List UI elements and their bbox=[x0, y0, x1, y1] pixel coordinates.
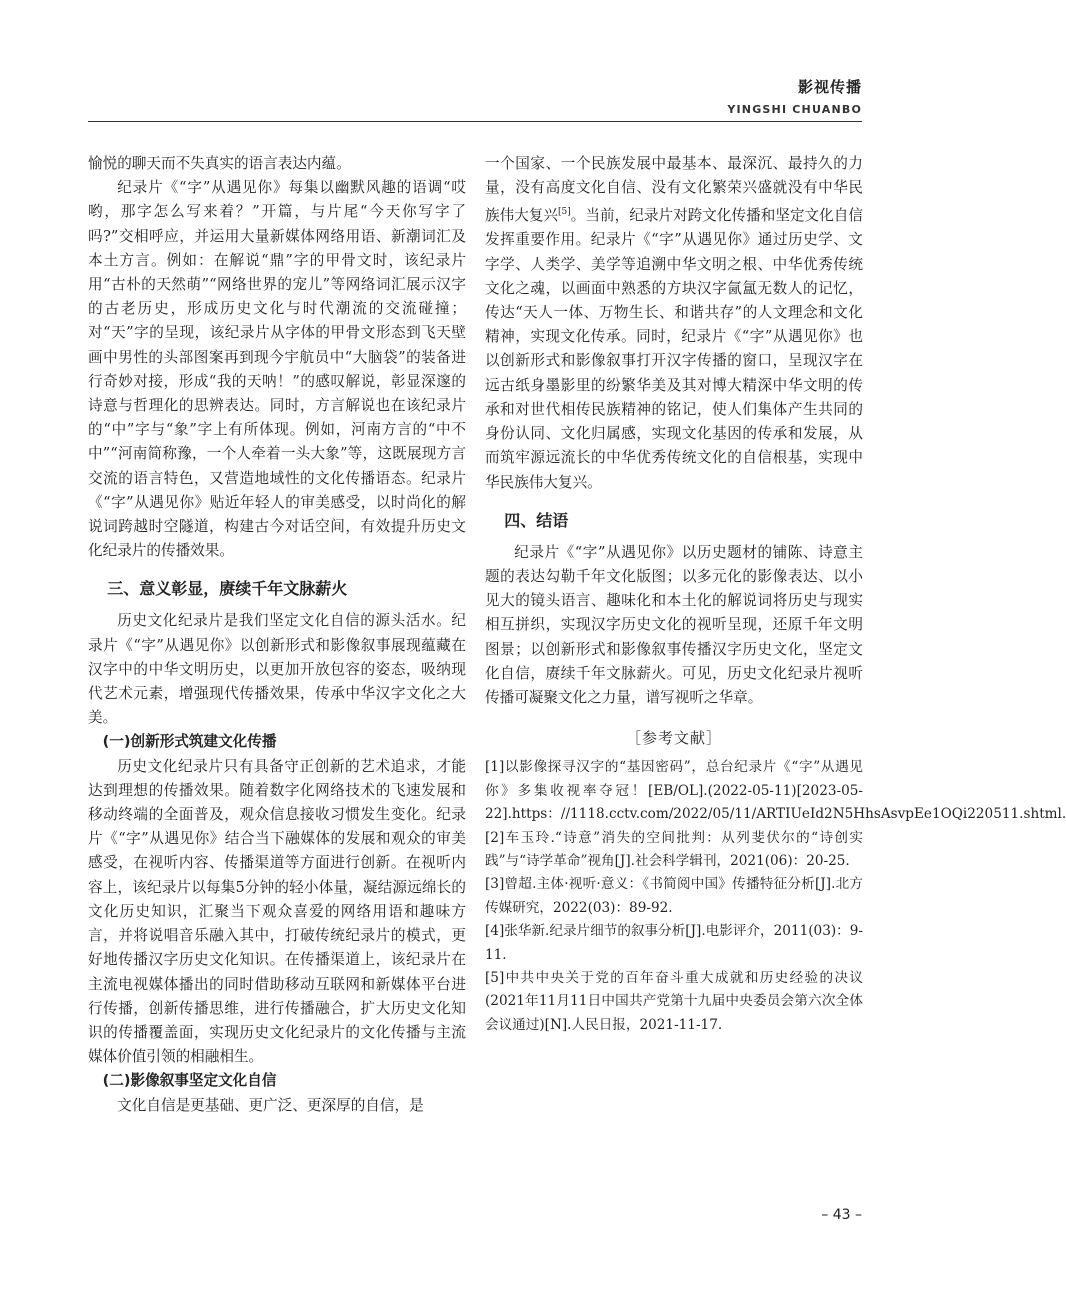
paragraph: 历史文化纪录片是我们坚定文化自信的源头活水。纪录片《“字”从遇见你》以创新形式和影像叙事展现蕴藏在汉字中的中华文明历史，以更加开放包容的姿态，吸纳现代艺术元素，增强现代传播效果，传承中华汉字文化之大美。 bbox=[88, 612, 466, 727]
section-heading: 四、结语 bbox=[504, 510, 569, 530]
paragraph: 历史文化纪录片只有具备守正创新的艺术追求，才能达到理想的传播效果。随着数字化网络技术的飞速发展和移动终端的全面普及，观众信息接收习惯发生变化。纪录片《“字”从遇见你》结合当下融媒体的发展和观众的审美感受，在视听内容、传播渠道等方面进行创新。在视听内容上，该纪录片以每集5分钟的轻小体量，凝结源远绵长的文化历史知识，汇聚当下观众喜爱的网络用语和趣味方言，并将说唱音乐融入其中，打破传统纪录片的模式，更好地传播汉字历史文化知识。在传播渠道上，该纪录片在主流电视媒体播出的同时借助移动互联网和新媒体平台进行传播，创新传播思维，进行传播融合，扩大历史文化知识的传播覆盖面，实现历史文化纪录片的文化传播与主流媒体价值引领的相融相生。 bbox=[88, 757, 466, 1066]
reference-item: [4]张华新.纪录片细节的叙事分析[J].电影评介，2011(03)：9-11. bbox=[485, 923, 863, 963]
paragraph-text: 一个国家、一个民族发展中最基本、最深沉、最持久的力量，没有高度文化自信、没有文化繁荣兴盛就没有中华民族伟大复兴 bbox=[485, 155, 863, 225]
reference-item: [5]中共中央关于党的百年奋斗重大成就和历史经验的决议(2021年11月11日中国共产党第十九届中央委员会第六次全体会议通过)[N].人民日报，2021-11-17. bbox=[485, 969, 863, 1033]
reference-item: [3]曾超.主体·视听·意义：《书简阅中国》传播特征分析[J].北方传媒研究，2022(03)：89-92. bbox=[485, 876, 863, 916]
paragraph: 愉悦的聊天而不失真实的语言表达内蕴。 bbox=[88, 155, 351, 172]
paragraph: 纪录片《“字”从遇见你》以历史题材的铺陈、诗意主题的表达勾勒千年文化版图；以多元化的影像表达、以小见大的镜头语言、趣味化和本土化的解说词将历史与现实相互拼织，实现汉字历史文化的视听呈现，还原千年文明图景；以创新形式和影像叙事传播汉字历史文化，坚定文化自信，赓续千年文脉薪火。可见，历史文化纪录片视听传播可凝聚文化之力量，谱写视听之华章。 bbox=[485, 543, 863, 706]
paragraph bbox=[485, 152, 863, 495]
paragraph-text: 。当前，纪录片对跨文化传播和坚定文化自信发挥重要作用。纪录片《“字”从遇见你》通过历史学、文字学、人类学、美学等追溯中华文明之根、中华优秀传统文化之魂，以画面中熟悉的方块汉字氤氲无数人的记忆，传达“天人一体、万物生长、和谐共存”的人文理念和文化精神，实现文化传承。同时，纪录片《“字”从遇见你》也以创新形式和影像叙事打开汉字传播的窗口，呈现汉字在远古纸身墨影里的纷繁华美及其对博大精深中华文明的传承和对世代相传民族精神的铭记，使人们集体产生共同的身份认同、文化归属感，实现文化基因的传承和发展，从而筑牢源远流长的中华优秀传统文化的自信根基，实现中华民族伟大复兴。 bbox=[485, 207, 863, 491]
page-number: – 43 – bbox=[821, 1207, 862, 1223]
paragraph: 文化自信是更基础、更广泛、更深厚的自信，是 bbox=[117, 1096, 424, 1114]
section-heading: 三、意义彰显，赓续千年文脉薪火 bbox=[107, 579, 348, 599]
section-title-en: YINGSHI CHUANBO bbox=[727, 103, 862, 116]
header-rule bbox=[88, 121, 862, 122]
citation-marker: [5] bbox=[558, 207, 571, 218]
section-title-cn: 影视传播 bbox=[797, 78, 862, 96]
subsection-heading: (一)创新形式筑建文化传播 bbox=[102, 733, 277, 751]
paragraph: 纪录片《“字”从遇见你》每集以幽默风趣的语调“哎哟，那字怎么写来着？”开篇，与片尾“今天你写字了吗?”交相呼应，并运用大量新媒体网络用语、新潮词汇及本土方言。例如：在解说“鼎”字的甲骨文时，该纪录片用“古朴的天然萌”“网络世界的宠儿”等网络词汇展示汉字的古老历史，形成历史文化与时代潮流的交流碰撞；对“天”字的呈现，该纪录片从字体的甲骨文形态到飞天壁画中男性的头部图案再到现今宇航员中“大脑袋”的装备进行奇妙对接，形成“我的天呐！”的感叹解说，彰显深邃的诗意与哲理化的思辨表达。同时，方言解说也在该纪录片的“中”字与“象”字上有所体现。例如，河南方言的“中不中”“河南简称豫，一个人牵着一头大象”等，这既展现方言交流的语言特色，又营造地域性的文化传播语态。纪录片《“字”从遇见你》贴近年轻人的审美感受，以时尚化的解说词跨越时空隧道，构建古今对话空间，有效提升历史文化纪录片的传播效果。 bbox=[88, 179, 466, 560]
right-column bbox=[485, 152, 1066, 1037]
reference-item: [2]车玉玲.“诗意”消失的空间批判：从列斐伏尔的“诗创实践”与“诗学革命”视角[J].社会科学辑刊，2021(06)：20-25. bbox=[485, 829, 863, 869]
subsection-heading: (二)影像叙事坚定文化自信 bbox=[102, 1072, 277, 1090]
reference-item: [1]以影像探寻汉字的“基因密码”，总台纪录片《“字”从遇见你》多集收视率夺冠！[EB/OL].(2022-05-11)[2023-05-22].https：//1118.cctv.com/2022/05/11/ARTIUeId2N5HhsAsvpEe1OQi220511.shtml. bbox=[485, 759, 1066, 823]
left-column bbox=[88, 152, 466, 1118]
running-header bbox=[727, 76, 862, 116]
references-title: ［参考文献］ bbox=[625, 729, 722, 748]
